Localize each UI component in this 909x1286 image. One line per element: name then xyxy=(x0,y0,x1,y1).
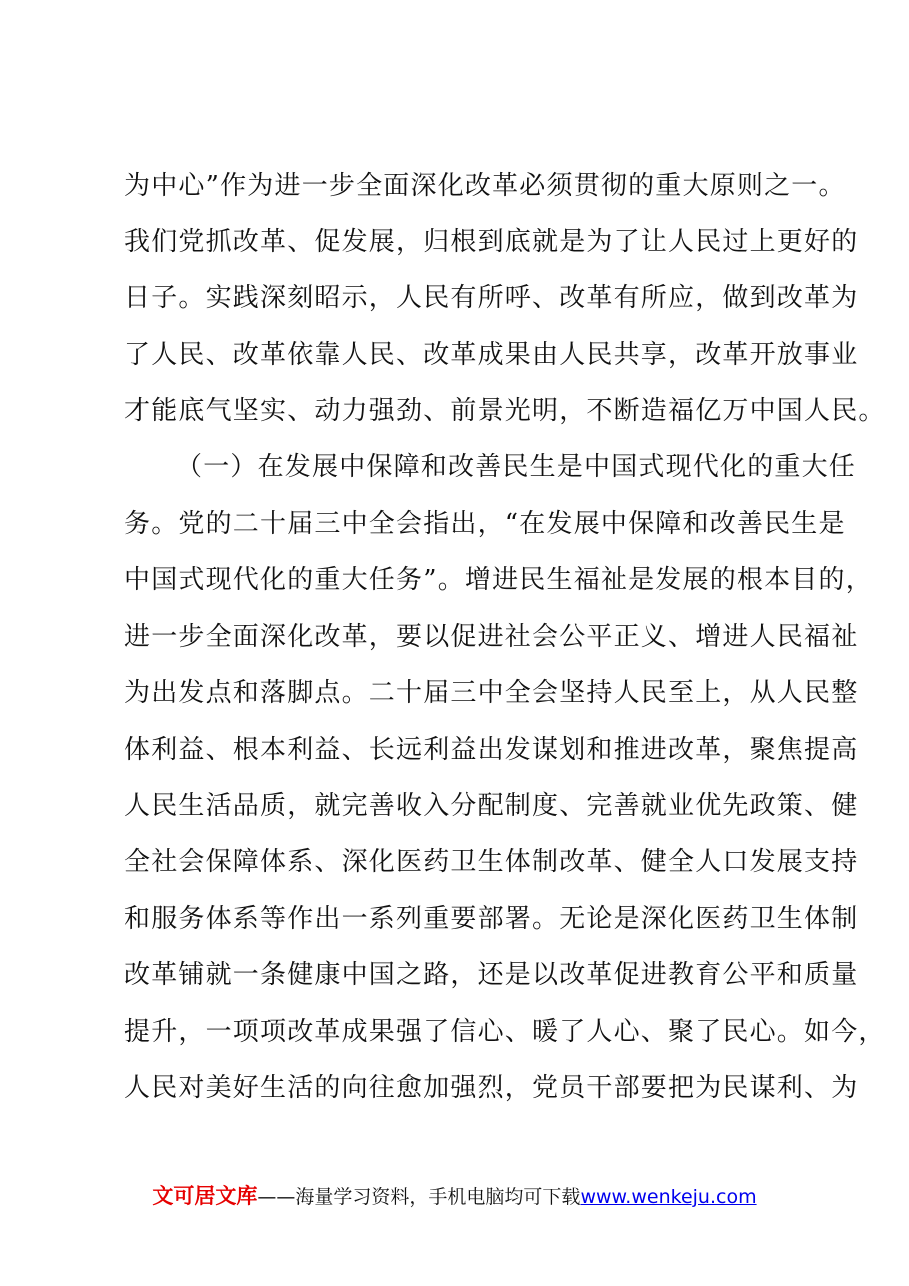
footer-slogan: ——海量学习资料，手机电脑均可下载 xyxy=(257,1186,581,1208)
text-line-9: 进一步全面深化改革，要以促进社会公平正义、增进人民福祉 xyxy=(124,622,859,652)
text-line-11: 体利益、根本利益、长远利益出发谋划和推进改革，聚焦提高 xyxy=(124,735,859,765)
text-line-1: 为中心”作为进一步全面深化改革必须贯彻的重大原则之一。 xyxy=(124,171,846,201)
text-line-7: 务。党的二十届三中全会指出，“在发展中保障和改善民生是 xyxy=(124,509,846,539)
text-line-17: 人民对美好生活的向往愈加强烈，党员干部要把为民谋利、为 xyxy=(124,1073,859,1103)
text-line-14: 和服务体系等作出一系列重要部署。无论是深化医药卫生体制 xyxy=(124,904,859,934)
text-line-13: 全社会保障体系、深化医药卫生体制改革、健全人口发展支持 xyxy=(124,847,859,877)
footer-brand: 文可居文库 xyxy=(152,1184,258,1208)
text-line-12: 人民生活品质，就完善收入分配制度、完善就业优先政策、健 xyxy=(124,791,859,821)
footer-website-link[interactable]: www.wenkeju.com xyxy=(580,1186,757,1208)
text-line-5: 才能底气坚实、动力强劲、前景光明，不断造福亿万中国人民。 xyxy=(124,396,886,426)
section-heading-line: （一）在发展中保障和改善民生是中国式现代化的重大任 xyxy=(176,452,857,482)
text-line-2: 我们党抓改革、促发展，归根到底就是为了让人民过上更好的 xyxy=(124,227,859,257)
footer-banner xyxy=(0,1183,909,1210)
text-line-16: 提升，一项项改革成果强了信心、暖了人心、聚了民心。如今， xyxy=(124,1017,886,1047)
text-line-3: 日子。实践深刻昭示，人民有所呼、改革有所应，做到改革为 xyxy=(124,283,859,313)
text-line-10: 为出发点和落脚点。二十届三中全会坚持人民至上，从人民整 xyxy=(124,678,859,708)
text-line-15: 改革铺就一条健康中国之路，还是以改革促进教育公平和质量 xyxy=(124,960,859,990)
text-line-8: 中国式现代化的重大任务”。增进民生福祉是发展的根本目的， xyxy=(124,565,873,595)
text-line-4: 了人民、改革依靠人民、改革成果由人民共享，改革开放事业 xyxy=(124,340,859,370)
